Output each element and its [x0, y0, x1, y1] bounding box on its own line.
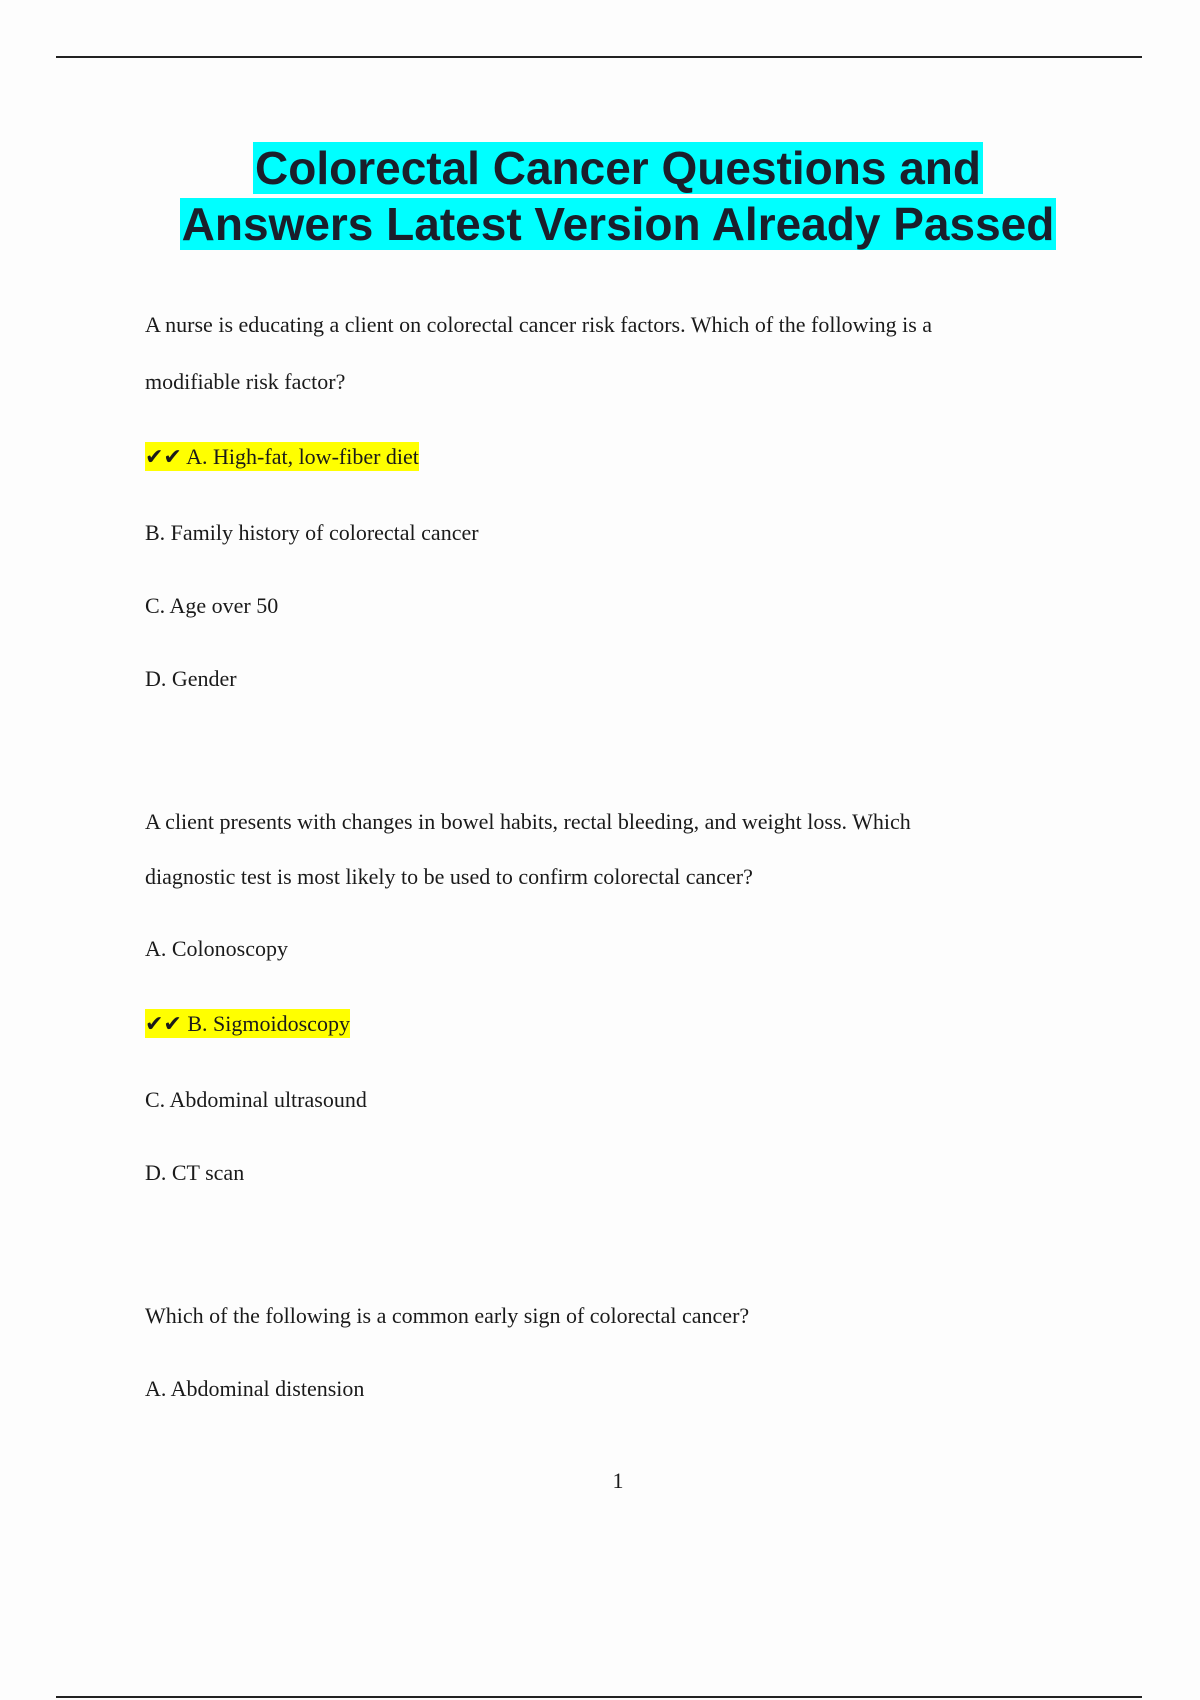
- question-3-text-line-1: Which of the following is a common early sign of colorectal cancer?: [145, 1303, 750, 1328]
- question-2-option-d: D. CT scan: [145, 1160, 245, 1185]
- document-title: [0, 140, 1200, 252]
- question-2-option-a: A. Colonoscopy: [145, 936, 288, 961]
- page-number: 1: [612, 1468, 624, 1493]
- question-1-option-c: C. Age over 50: [145, 593, 279, 618]
- question-1-option-d: D. Gender: [145, 666, 237, 691]
- title-line-1: Colorectal Cancer Questions and: [255, 142, 981, 194]
- question-1-text-line-1: A nurse is educating a client on colorectal cancer risk factors. Which of the following is a: [145, 312, 933, 337]
- question-2-text-line-1: A client presents with changes in bowel habits, rectal bleeding, and weight loss. Which: [145, 809, 911, 834]
- question-3-option-a: A. Abdominal distension: [145, 1376, 365, 1401]
- title-line-2: Answers Latest Version Already Passed: [181, 198, 1055, 250]
- question-2-option-b: [145, 1009, 350, 1039]
- top-rule: [56, 56, 1142, 58]
- correct-answer-highlight: ✔✔ B. Sigmoidoscopy: [145, 1011, 350, 1036]
- question-1-option-a: [145, 442, 419, 472]
- question-1-option-b: B. Family history of colorectal cancer: [145, 520, 479, 545]
- question-2-option-c: C. Abdominal ultrasound: [145, 1087, 367, 1112]
- question-1-text-line-2: modifiable risk factor?: [145, 369, 346, 394]
- correct-answer-highlight: ✔✔ A. High-fat, low-fiber diet: [145, 444, 419, 469]
- question-2-text-line-2: diagnostic test is most likely to be used to confirm colorectal cancer?: [145, 864, 753, 889]
- bottom-rule: [56, 1696, 1142, 1698]
